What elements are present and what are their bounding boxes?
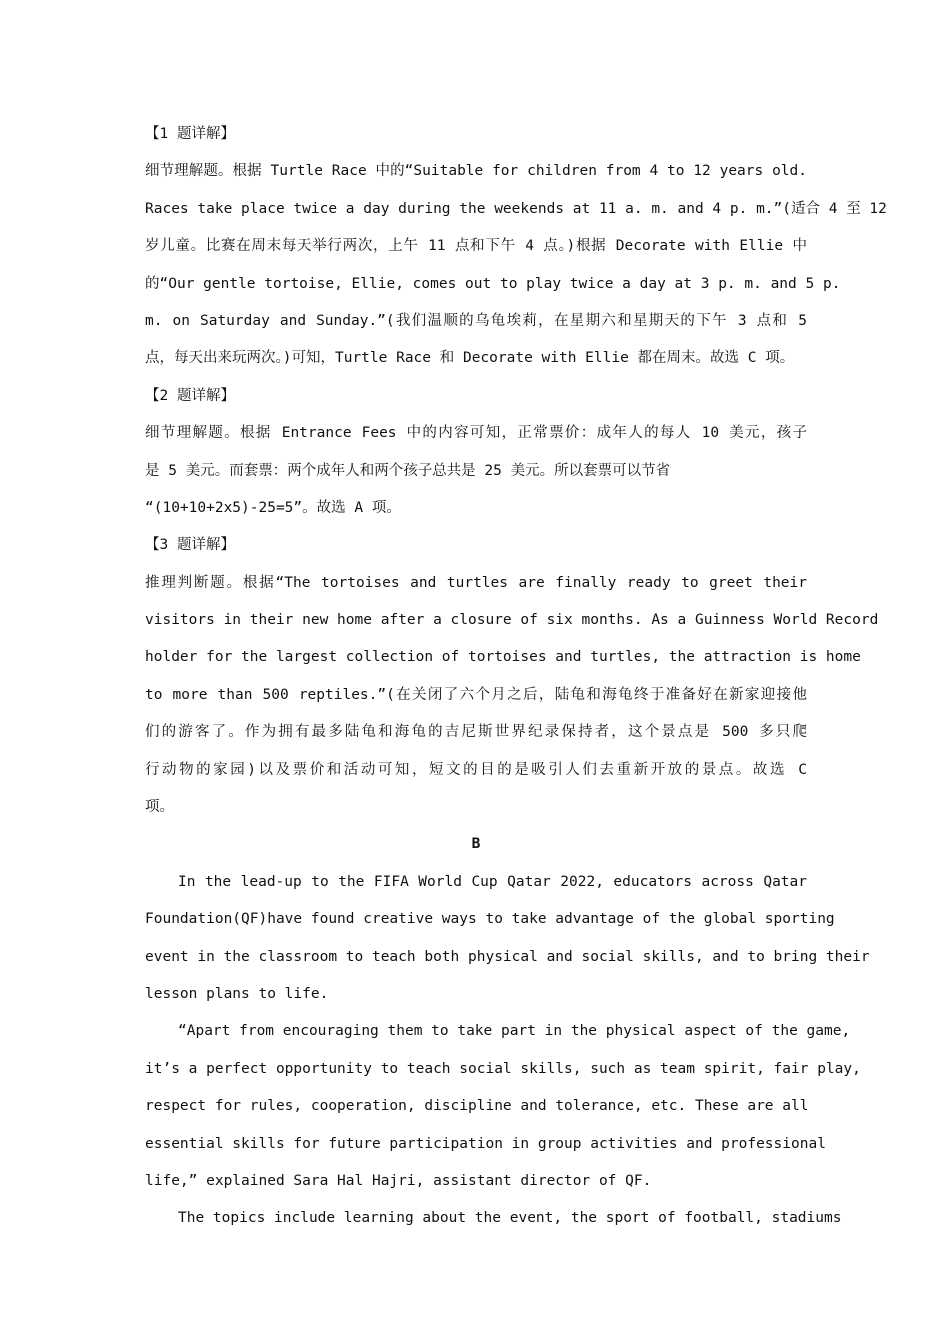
q3-line-7: 项。 [145,799,174,816]
q1-line-3: 岁儿童。比赛在周末每天举行两次，上午 11 点和下午 4 点。)根据 Decorate with Ellie 中 [145,238,807,255]
q1-line-1: 细节理解题。根据 Turtle Race 中的“Suitable for children from 4 to 12 years old. [145,163,807,180]
b-p1-line-4: lesson plans to life. [145,985,329,1002]
q1-line-5: m. on Saturday and Sunday.”(我们温顺的乌龟埃莉，在星期六和星期天的下午 3 点和 5 [145,312,807,329]
b-p1-line-1: In the lead-up to the FIFA World Cup Qatar 2022, educators across Qatar [178,873,807,890]
q2-line-1: 细节理解题。根据 Entrance Fees 中的内容可知，正常票价：成年人的每人 10 美元，孩子 [145,425,807,442]
q3-line-4: to more than 500 reptiles.”(在关闭了六个月之后，陆龟和海龟终于准备好在新家迎接他 [145,686,807,703]
section-b-title: B [471,836,481,853]
q3-line-6: 行动物的家园)以及票价和活动可知，短文的目的是吸引人们去重新开放的景点。故选 C [145,761,807,778]
b-p1-line-3: event in the classroom to teach both physical and social skills, and to bring their [145,948,870,965]
b-p2-line-2: it’s a perfect opportunity to teach social skills, such as team spirit, fair play, [145,1060,861,1077]
q3-line-3: holder for the largest collection of tortoises and turtles, the attraction is home [145,649,861,666]
b-p2-line-5: life,” explained Sara Hal Hajri, assistant director of QF. [145,1172,652,1189]
q1-line-6: 点，每天出来玩两次。)可知，Turtle Race 和 Decorate with Ellie 都在周末。故选 C 项。 [145,350,795,367]
q3-line-2: visitors in their new home after a closure of six months. As a Guinness World Record [145,612,879,629]
q1-line-2: Races take place twice a day during the weekends at 11 a. m. and 4 p. m.”(适合 4 至 12 [145,200,887,217]
document-page [145,116,887,1238]
q1-line-4: 的“Our gentle tortoise, Ellie, comes out to play twice a day at 3 p. m. and 5 p. [145,275,841,292]
b-p2-line-1: “Apart from encouraging them to take part in the physical aspect of the game, [178,1023,851,1040]
q2-line-3: “(10+10+2x5)-25=5”。故选 A 项。 [145,499,401,516]
b-p3-line-1: The topics include learning about the event, the sport of football, stadiums [178,1210,842,1227]
q3-line-1: 推理判断题。根据“The tortoises and turtles are finally ready to greet their [145,574,807,591]
b-p2-line-3: respect for rules, cooperation, discipline and tolerance, etc. These are all [145,1098,809,1115]
q1-heading: 【1 题详解】 [145,126,235,142]
q3-line-5: 们的游客了。作为拥有最多陆龟和海龟的吉尼斯世界纪录保持者，这个景点是 500 多只爬 [145,724,807,741]
q2-heading: 【2 题详解】 [145,387,235,404]
q3-heading: 【3 题详解】 [145,537,235,554]
b-p1-line-2: Foundation(QF)have found creative ways to take advantage of the global sporting [145,911,835,928]
b-p2-line-4: essential skills for future participation in group activities and professional [145,1135,826,1152]
q2-line-2: 是 5 美元。而套票：两个成年人和两个孩子总共是 25 美元。所以套票可以节省 [145,462,671,479]
